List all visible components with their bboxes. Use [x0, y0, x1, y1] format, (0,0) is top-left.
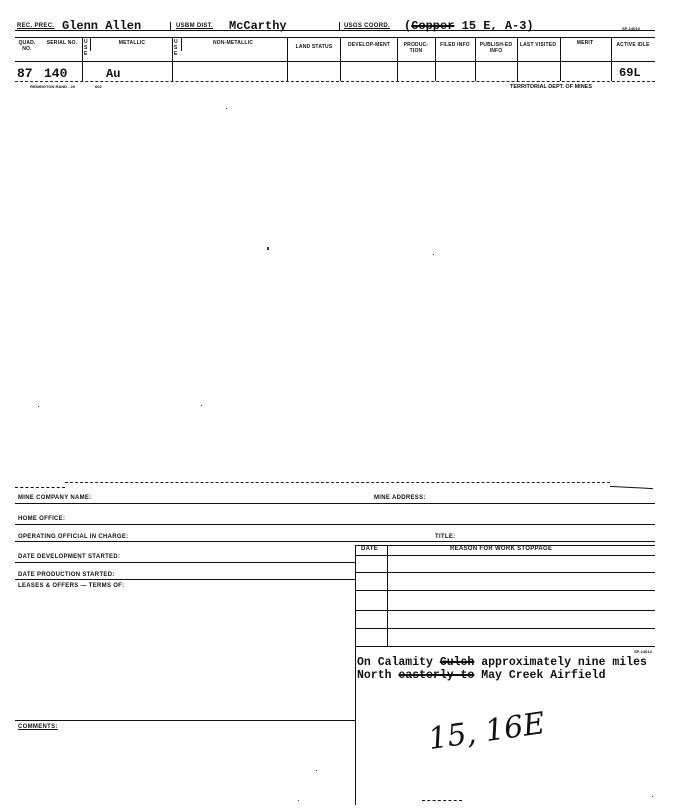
- lower-top-dashed-rule-left: [15, 487, 65, 488]
- col-divider: [172, 37, 173, 81]
- form-code-top: SP-14010: [622, 26, 640, 31]
- department-name: TERRITORIAL DEPT. OF MINES: [510, 84, 592, 90]
- usgs-coord-label: USGS COORD.: [344, 23, 390, 29]
- scan-speck: [38, 406, 39, 407]
- stoppage-row-rule: [355, 646, 655, 647]
- stoppage-reason-header: REASON FOR WORK STOPPAGE: [450, 546, 553, 552]
- header-mid-rule: [15, 37, 655, 38]
- form-code-bottom: SP-14014: [634, 649, 652, 654]
- col-metallic: METALLIC: [118, 40, 146, 46]
- header-divider: [339, 22, 340, 31]
- mine-address-label: MINE ADDRESS:: [374, 495, 426, 501]
- scan-speck: [316, 770, 317, 771]
- date-development-rule: [15, 562, 355, 563]
- stoppage-left-border: [355, 545, 356, 805]
- col-divider: [82, 37, 83, 81]
- scan-speck: [267, 247, 269, 250]
- scan-speck: [201, 405, 202, 406]
- stoppage-row-rule: [355, 610, 655, 611]
- stoppage-row-rule: [355, 628, 655, 629]
- active-idle-value: 69L: [619, 66, 641, 80]
- col-non-metallic: NON-METALLIC: [212, 40, 254, 46]
- date-production-rule: [15, 579, 355, 580]
- scan-speck: [298, 800, 299, 801]
- stoppage-row-rule: [355, 572, 655, 573]
- col-published-info: PUBLISH-ED INFO: [479, 42, 513, 54]
- col-land-status: LAND STATUS: [295, 44, 333, 50]
- col-divider: [611, 37, 612, 81]
- mine-company-rule: [15, 503, 655, 504]
- scan-speck: [652, 796, 653, 797]
- stoppage-date-header: DATE: [361, 546, 379, 552]
- date-production-label: DATE PRODUCTION STARTED:: [18, 572, 115, 578]
- usbm-dist-value: McCarthy: [229, 19, 287, 33]
- stoppage-row-rule: [355, 590, 655, 591]
- col-last-visited: LAST VISITED: [519, 42, 557, 48]
- col-serial-no: SERIAL NO.: [46, 40, 78, 46]
- stoppage-date-divider: [387, 545, 388, 647]
- handwritten-coord-note: 15, 16E: [426, 706, 548, 757]
- date-development-label: DATE DEVELOPMENT STARTED:: [18, 554, 121, 560]
- col-divider: [287, 37, 288, 81]
- lower-top-dashed-rule: [65, 482, 610, 483]
- col-divider: [340, 37, 341, 81]
- rec-prec-value: Glenn Allen: [62, 19, 142, 33]
- col-divider: [90, 37, 91, 51]
- home-office-rule: [15, 524, 655, 525]
- printer-imprint: REMINGTON RAND - 20: [30, 84, 76, 89]
- bottom-stray-mark: [422, 800, 462, 801]
- operating-official-rule: [15, 541, 655, 542]
- scan-speck: [226, 108, 227, 109]
- header-bottom-rule: [15, 81, 655, 82]
- col-active-idle: ACTIVE IDLE: [616, 42, 650, 48]
- header-row-rule: [15, 61, 655, 62]
- mine-company-name-label: MINE COMPANY NAME:: [18, 495, 92, 501]
- metallic-value: Au: [106, 67, 121, 81]
- comments-label: COMMENTS:: [18, 724, 58, 730]
- lower-top-curl: [610, 486, 653, 489]
- col-merit: MERIT: [576, 40, 594, 46]
- col-production: PRODUC-TION: [403, 42, 429, 54]
- col-use-nonmetallic: U S E: [174, 39, 178, 57]
- usbm-dist-label: USBM DIST.: [176, 23, 214, 29]
- col-quad-no: QUAD. NO.: [18, 40, 36, 52]
- scan-speck: [433, 254, 434, 255]
- leases-label: LEASES & OFFERS — TERMS OF:: [18, 583, 125, 589]
- col-use-metallic: U S E: [84, 39, 88, 57]
- stoppage-header-rule: [355, 555, 655, 556]
- col-development: DEVELOP-MENT: [347, 42, 391, 48]
- quad-no-value: 87: [17, 66, 33, 81]
- col-filed-info: FILED INFO: [440, 42, 470, 48]
- serial-no-value: 140: [44, 66, 68, 81]
- operating-official-label: OPERATING OFFICIAL IN CHARGE:: [18, 534, 129, 540]
- header-divider: [170, 22, 171, 31]
- rec-prec-label: REC. PREC.: [17, 23, 55, 29]
- location-note-line-1: On Calamity Gulch approximately nine miles: [357, 656, 647, 669]
- location-note-line-2: North easterly to May Creek Airfield: [357, 669, 606, 682]
- title-label: TITLE:: [435, 534, 456, 540]
- usgs-coord-value: (Copper 15 E, A-3): [404, 19, 534, 33]
- comments-top-rule: [15, 720, 355, 721]
- printer-code: 602: [95, 84, 102, 89]
- col-divider: [181, 37, 182, 51]
- home-office-label: HOME OFFICE:: [18, 516, 66, 522]
